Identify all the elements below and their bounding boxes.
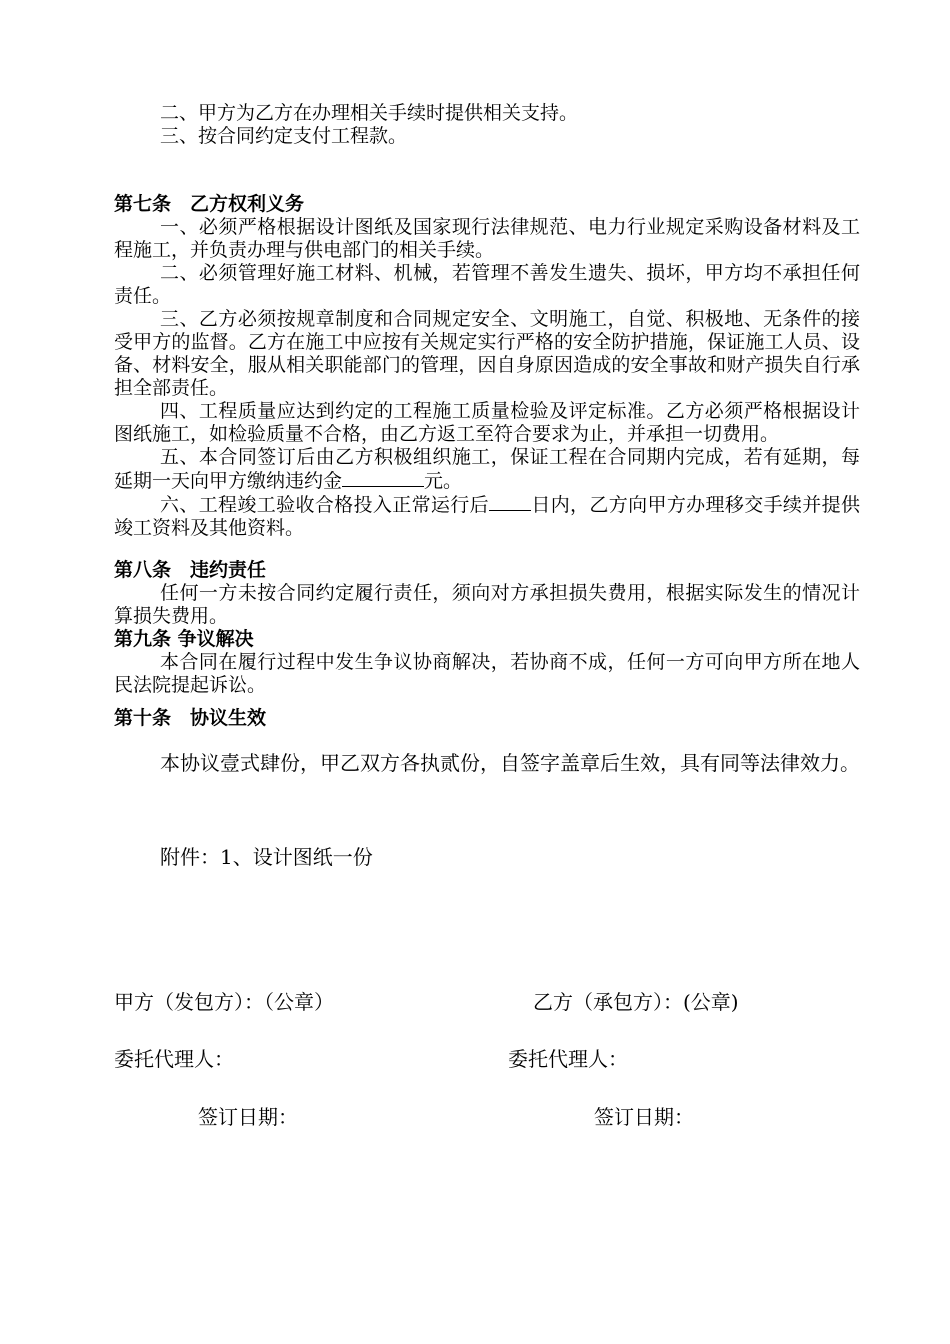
- article-9-body-block: [114, 651, 860, 697]
- item-5-unit: 元。: [424, 470, 463, 492]
- item-6-text-b: 日内，乙方向甲方办理移交手续并提供竣工资料及其他资料。: [114, 494, 860, 539]
- article-8-body: 任何一方未按合同约定履行责任，须向对方承担损失费用，根据实际发生的情况计算损失费用。: [114, 582, 860, 627]
- article-10-body-block: [114, 738, 860, 788]
- party-a-duty-3: 三、按合同约定支付工程款。: [160, 125, 408, 147]
- article-9-heading: 第九条 争议解决: [114, 628, 254, 650]
- date-b-label: 签订日期：: [594, 1105, 694, 1129]
- article-7-body: [114, 216, 860, 540]
- party-a-duties: [114, 102, 860, 148]
- days-blank: [489, 493, 531, 511]
- date-a-label: 签订日期：: [198, 1105, 298, 1129]
- article-8-heading: 第八条 违约责任: [114, 559, 267, 581]
- article-7-item-1: 一、必须严格根据设计图纸及国家现行法律规范、电力行业规定采购设备材料及工程施工，并负责办理与供电部门的相关手续。: [114, 216, 860, 261]
- article-10-body: 本协议壹式肆份，甲乙双方各执贰份，自签字盖章后生效，具有同等法律效力。: [160, 751, 860, 775]
- party-a-label: 甲方（发包方）：（公章）: [114, 990, 334, 1014]
- article-7-item-4: 四、工程质量应达到约定的工程施工质量检验及评定标准。乙方必须严格根据设计图纸施工，如检验质量不合格，由乙方返工至符合要求为止，并承担一切费用。: [114, 400, 860, 445]
- party-a-duty-2: 二、甲方为乙方在办理相关手续时提供相关支持。: [160, 102, 579, 124]
- party-b-label: 乙方（承包方）：(公章): [533, 990, 739, 1014]
- item-5-text: 五、本合同签订后由乙方积极组织施工，保证工程在合同期内完成，若有延期，每延期一天向甲方缴纳违约金: [114, 446, 860, 492]
- attachment-note: 附件：1、设计图纸一份: [160, 845, 373, 869]
- article-7-item-3: 三、乙方必须按规章制度和合同规定安全、文明施工，自觉、积极地、无条件的接受甲方的监督。乙方在施工中应按有关规定实行严格的安全防护措施，保证施工人员、设备、材料安全，服从相关职能部门的管理，因自身原因造成的安全事故和财产损失自行承担全部责任。: [114, 308, 860, 399]
- article-9-body: 本合同在履行过程中发生争议协商解决，若协商不成，任何一方可向甲方所在地人民法院提起诉讼。: [114, 651, 860, 696]
- agent-b-label: 委托代理人：: [508, 1047, 628, 1071]
- article-7-item-5: [114, 446, 860, 493]
- agent-a-label: 委托代理人：: [114, 1047, 234, 1071]
- item-6-text-a: 六、工程竣工验收合格投入正常运行后: [160, 494, 489, 516]
- article-7-heading: 第七条 乙方权利义务: [114, 193, 305, 215]
- article-7-item-2: 二、必须管理好施工材料、机械，若管理不善发生遗失、损坏，甲方均不承担任何责任。: [114, 262, 860, 307]
- article-8-body-block: [114, 582, 860, 628]
- article-7-item-6: [114, 493, 860, 540]
- penalty-amount-blank: [342, 469, 424, 487]
- article-10-heading: 第十条 协议生效: [114, 707, 267, 729]
